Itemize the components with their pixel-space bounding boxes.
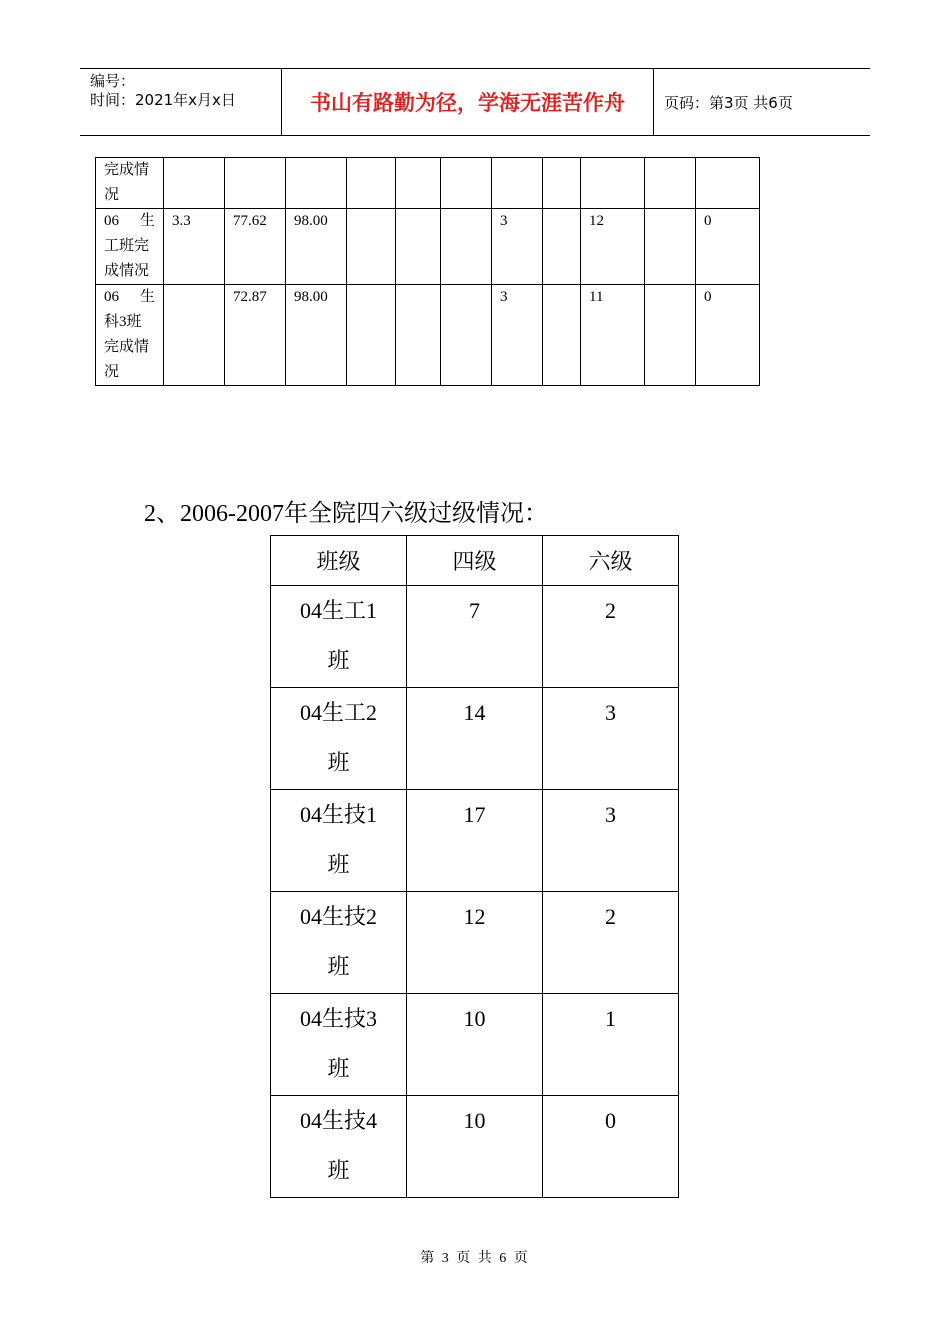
row-label-text: 成情况	[104, 263, 150, 279]
header-meta	[80, 69, 282, 135]
row-label-line	[104, 310, 155, 335]
cet4-count: 12	[407, 892, 543, 994]
document-time-label: 时间：2021年x月x日	[90, 91, 236, 109]
class-name-suffix: 班	[327, 852, 350, 877]
document-number-label: 编号：	[90, 72, 136, 90]
completion-table	[95, 157, 760, 386]
class-name: 04生技3	[299, 1006, 377, 1031]
cet6-count: 2	[543, 586, 679, 688]
table-cell	[347, 158, 396, 209]
table-row	[271, 892, 679, 994]
table-row	[96, 209, 760, 285]
row-label-line	[104, 158, 155, 183]
table-cell	[645, 158, 696, 209]
table-row	[271, 1096, 679, 1198]
table-cell	[441, 285, 492, 386]
table-cell	[396, 158, 441, 209]
class-name: 04生工2	[299, 700, 377, 725]
table-cell	[396, 285, 441, 386]
header-cet4: 四级	[407, 536, 543, 586]
class-cell	[271, 688, 407, 790]
cet4-count: 7	[407, 586, 543, 688]
header-cet6: 六级	[543, 536, 679, 586]
completion-table-body	[96, 158, 760, 386]
table-cell	[164, 158, 225, 209]
cet4-count: 17	[407, 790, 543, 892]
class-name: 04生工1	[299, 598, 377, 623]
table-row	[96, 285, 760, 386]
row-label-line	[104, 360, 155, 385]
row-label-text: 生	[139, 289, 155, 305]
row-label-text: 生	[139, 213, 155, 229]
class-name-suffix: 班	[327, 1056, 350, 1081]
table-cell: 98.00	[286, 209, 347, 285]
row-label-text: 06	[104, 289, 119, 305]
page-header	[80, 68, 870, 136]
class-cell	[271, 1096, 407, 1198]
row-label-line	[104, 234, 155, 259]
row-label-line	[104, 209, 155, 234]
row-label-line	[104, 259, 155, 284]
row-label-text: 科3班	[104, 314, 142, 330]
table-cell: 3	[492, 285, 543, 386]
class-cell	[271, 790, 407, 892]
table-cell	[543, 158, 581, 209]
table-cell	[441, 209, 492, 285]
header-motto: 书山有路勤为径，学海无涯苦作舟	[282, 69, 654, 135]
table-cell: 77.62	[225, 209, 286, 285]
table-cell	[645, 209, 696, 285]
row-label-line	[104, 335, 155, 360]
row-label-text: 况	[104, 364, 120, 380]
cet6-count: 0	[543, 1096, 679, 1198]
row-label-text: 完成情	[104, 162, 150, 178]
table-cell	[696, 158, 760, 209]
table-cell	[164, 285, 225, 386]
row-label-text: 完成情	[104, 339, 150, 355]
row-label-text: 06	[104, 213, 119, 229]
cet4-count: 14	[407, 688, 543, 790]
table-cell	[347, 285, 396, 386]
row-label-line	[104, 285, 155, 310]
table-cell	[225, 158, 286, 209]
table-cell	[347, 209, 396, 285]
table-cell	[543, 285, 581, 386]
class-cell	[271, 586, 407, 688]
table-cell: 11	[581, 285, 645, 386]
cet6-count: 3	[543, 790, 679, 892]
class-name: 04生技1	[299, 802, 377, 827]
table-cell: 3.3	[164, 209, 225, 285]
table-cell	[492, 158, 543, 209]
table-header-row	[271, 536, 679, 586]
table-cell	[645, 285, 696, 386]
table-cell	[543, 209, 581, 285]
class-cell	[271, 892, 407, 994]
class-name-suffix: 班	[327, 648, 350, 673]
class-name-suffix: 班	[327, 954, 350, 979]
row-label	[96, 158, 164, 209]
cet6-count: 2	[543, 892, 679, 994]
table-row	[271, 688, 679, 790]
class-cell	[271, 994, 407, 1096]
table-cell: 3	[492, 209, 543, 285]
class-name-suffix: 班	[327, 750, 350, 775]
table-cell	[581, 158, 645, 209]
class-name: 04生技4	[299, 1108, 377, 1133]
header-class: 班级	[271, 536, 407, 586]
table-cell	[396, 209, 441, 285]
table-cell: 0	[696, 285, 760, 386]
cet-pass-table	[270, 535, 679, 1198]
page-footer: 第 3 页 共 6 页	[420, 1251, 530, 1266]
class-name-suffix: 班	[327, 1158, 350, 1183]
row-label-text: 况	[104, 187, 120, 203]
table-cell	[286, 158, 347, 209]
table-cell: 12	[581, 209, 645, 285]
cet6-count: 1	[543, 994, 679, 1096]
table-row	[271, 586, 679, 688]
class-name: 04生技2	[299, 904, 377, 929]
table-cell: 0	[696, 209, 760, 285]
row-label-text: 工班完	[104, 238, 150, 254]
row-label-line	[104, 183, 155, 208]
section-title: 2、2006-2007年全院四六级过级情况：	[144, 501, 548, 527]
row-label	[96, 285, 164, 386]
row-label	[96, 209, 164, 285]
cet4-count: 10	[407, 1096, 543, 1198]
table-row	[96, 158, 760, 209]
cet4-count: 10	[407, 994, 543, 1096]
table-row	[271, 994, 679, 1096]
table-cell	[441, 158, 492, 209]
cet6-count: 3	[543, 688, 679, 790]
cet-pass-table-body	[271, 586, 679, 1198]
table-cell: 72.87	[225, 285, 286, 386]
table-row	[271, 790, 679, 892]
table-cell: 98.00	[286, 285, 347, 386]
header-page-info: 页码：第3页 共6页	[664, 93, 793, 112]
